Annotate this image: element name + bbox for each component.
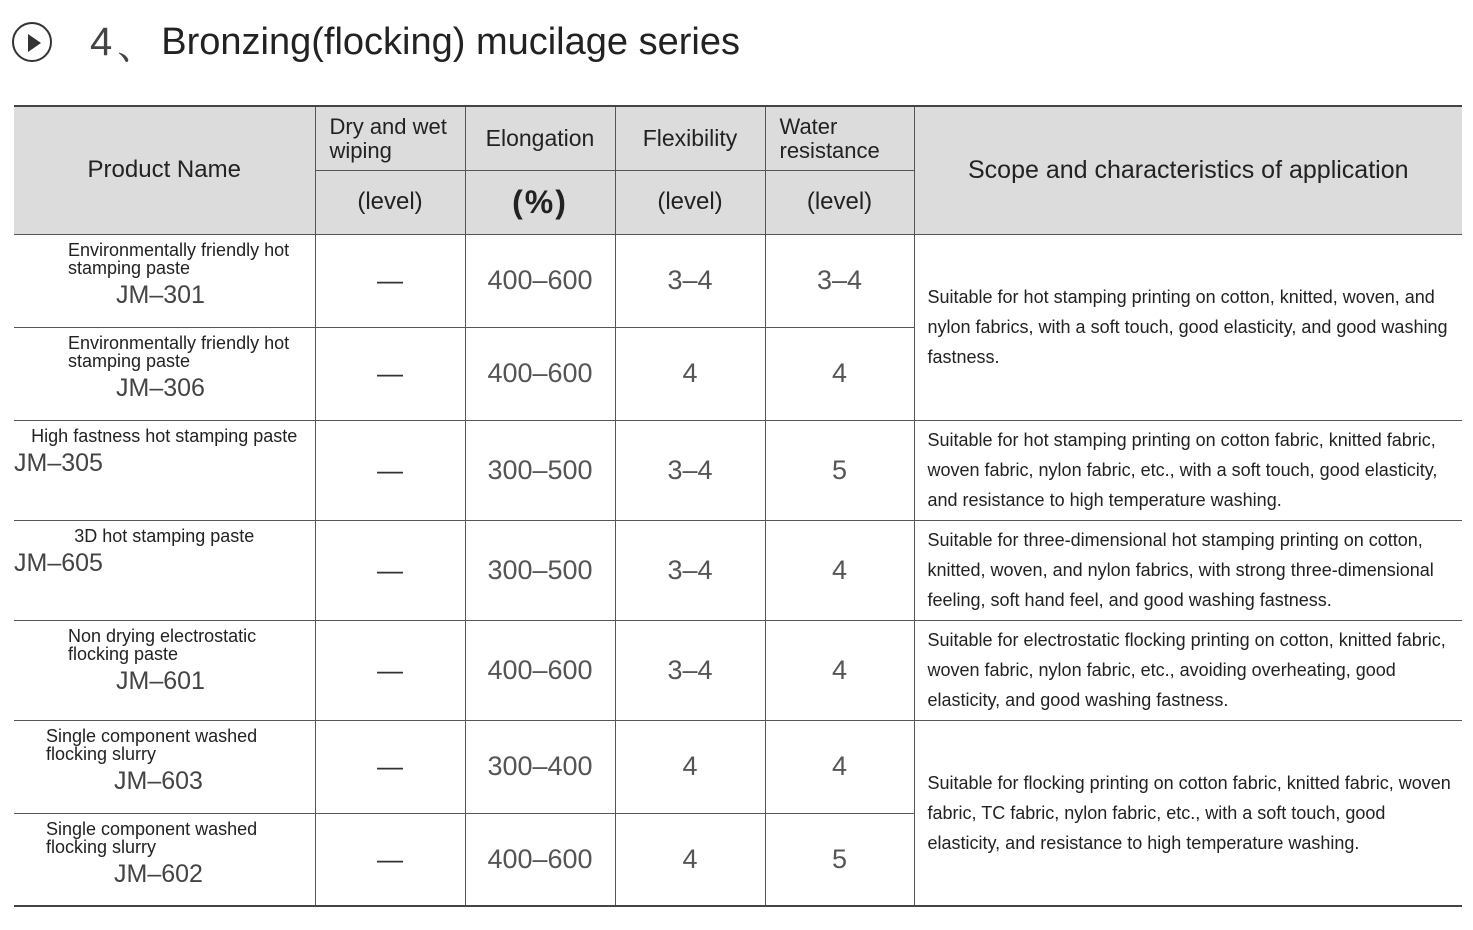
- scope-description: Suitable for three-dimensional hot stamping printing on cotton, knitted, woven, and nylon fabrics, with strong three-dimensional feeling, soft hand feel, and good washing fastness.: [914, 520, 1462, 620]
- product-name: Single component washed flocking slurry: [46, 725, 258, 764]
- section-title: [12, 14, 740, 70]
- flexibility-value: 3–4: [615, 520, 765, 620]
- header-scope: Scope and characteristics of application: [914, 106, 1462, 234]
- product-cell: [14, 234, 315, 327]
- table-row: [14, 720, 1462, 813]
- dry-wet-value: —: [315, 327, 465, 420]
- play-icon[interactable]: [12, 22, 52, 62]
- flexibility-value: 4: [615, 327, 765, 420]
- table-row: [14, 520, 1462, 620]
- header-dry-wet: Dry and wet wiping: [315, 106, 465, 170]
- elongation-value: 300–500: [465, 520, 615, 620]
- flexibility-value: 3–4: [615, 620, 765, 720]
- product-name: Environmentally friendly hot stamping paste: [68, 332, 290, 371]
- product-code: JM–602: [114, 859, 203, 888]
- flexibility-value: 3–4: [615, 234, 765, 327]
- scope-description: Suitable for hot stamping printing on cotton fabric, knitted fabric, woven fabric, nylon fabric, etc., with a soft touch, good elasticity, and resistance to high temperature washing.: [914, 420, 1462, 520]
- water-resistance-value: 4: [765, 720, 914, 813]
- flexibility-value: 4: [615, 720, 765, 813]
- table-row: [14, 620, 1462, 720]
- flexibility-value: 4: [615, 813, 765, 906]
- product-code: JM–605: [14, 548, 103, 577]
- water-resistance-value: 5: [765, 420, 914, 520]
- table-row: [14, 234, 1462, 327]
- unit-dry-wet: (level): [315, 170, 465, 234]
- elongation-value: 400–600: [465, 234, 615, 327]
- product-cell: [14, 813, 315, 906]
- product-code: JM–305: [14, 448, 103, 477]
- unit-elongation: (%): [465, 170, 615, 234]
- header-flexibility: Flexibility: [615, 106, 765, 170]
- elongation-value: 400–600: [465, 813, 615, 906]
- elongation-value: 300–400: [465, 720, 615, 813]
- scope-description: Suitable for electrostatic flocking printing on cotton, knitted fabric, woven fabric, nylon fabric, etc., avoiding overheating, good elasticity, and good washing fastness.: [914, 620, 1462, 720]
- dry-wet-value: —: [315, 720, 465, 813]
- product-code: JM–603: [114, 766, 203, 795]
- product-name: Environmentally friendly hot stamping paste: [68, 239, 290, 278]
- water-resistance-value: 5: [765, 813, 914, 906]
- product-cell: [14, 620, 315, 720]
- header-water-resistance: Water resistance: [765, 106, 914, 170]
- section-heading: Bronzing(flocking) mucilage series: [161, 20, 740, 63]
- dry-wet-value: —: [315, 520, 465, 620]
- product-cell: [14, 420, 315, 520]
- flexibility-value: 3–4: [615, 420, 765, 520]
- product-cell: [14, 520, 315, 620]
- section-number: 4: [90, 19, 114, 64]
- product-name: Non drying electrostatic flocking paste: [68, 625, 257, 664]
- unit-water-resistance: (level): [765, 170, 914, 234]
- product-cell: [14, 327, 315, 420]
- section-separator: 、: [117, 25, 156, 68]
- water-resistance-value: 4: [765, 327, 914, 420]
- product-cell: [14, 720, 315, 813]
- water-resistance-value: 4: [765, 520, 914, 620]
- header-product-name: Product Name: [14, 106, 315, 234]
- elongation-value: 400–600: [465, 327, 615, 420]
- dry-wet-value: —: [315, 620, 465, 720]
- table-row: [14, 420, 1462, 520]
- water-resistance-value: 4: [765, 620, 914, 720]
- water-resistance-value: 3–4: [765, 234, 914, 327]
- dry-wet-value: —: [315, 813, 465, 906]
- scope-description: Suitable for hot stamping printing on cotton, knitted, woven, and nylon fabrics, with a soft touch, good elasticity, and good washing fastness.: [914, 234, 1462, 420]
- header-elongation: Elongation: [465, 106, 615, 170]
- unit-flexibility: (level): [615, 170, 765, 234]
- product-name: 3D hot stamping paste: [74, 525, 255, 546]
- elongation-value: 400–600: [465, 620, 615, 720]
- product-table: [14, 105, 1462, 907]
- dry-wet-value: —: [315, 420, 465, 520]
- product-name: High fastness hot stamping paste: [31, 425, 298, 446]
- scope-description: Suitable for flocking printing on cotton fabric, knitted fabric, woven fabric, TC fabric, nylon fabric, etc., with a soft touch, good elasticity, and resistance to high temperature washing.: [914, 720, 1462, 906]
- product-code: JM–306: [116, 373, 205, 402]
- elongation-value: 300–500: [465, 420, 615, 520]
- dry-wet-value: —: [315, 234, 465, 327]
- product-name: Single component washed flocking slurry: [46, 818, 258, 857]
- product-code: JM–301: [116, 280, 205, 309]
- product-code: JM–601: [116, 666, 205, 695]
